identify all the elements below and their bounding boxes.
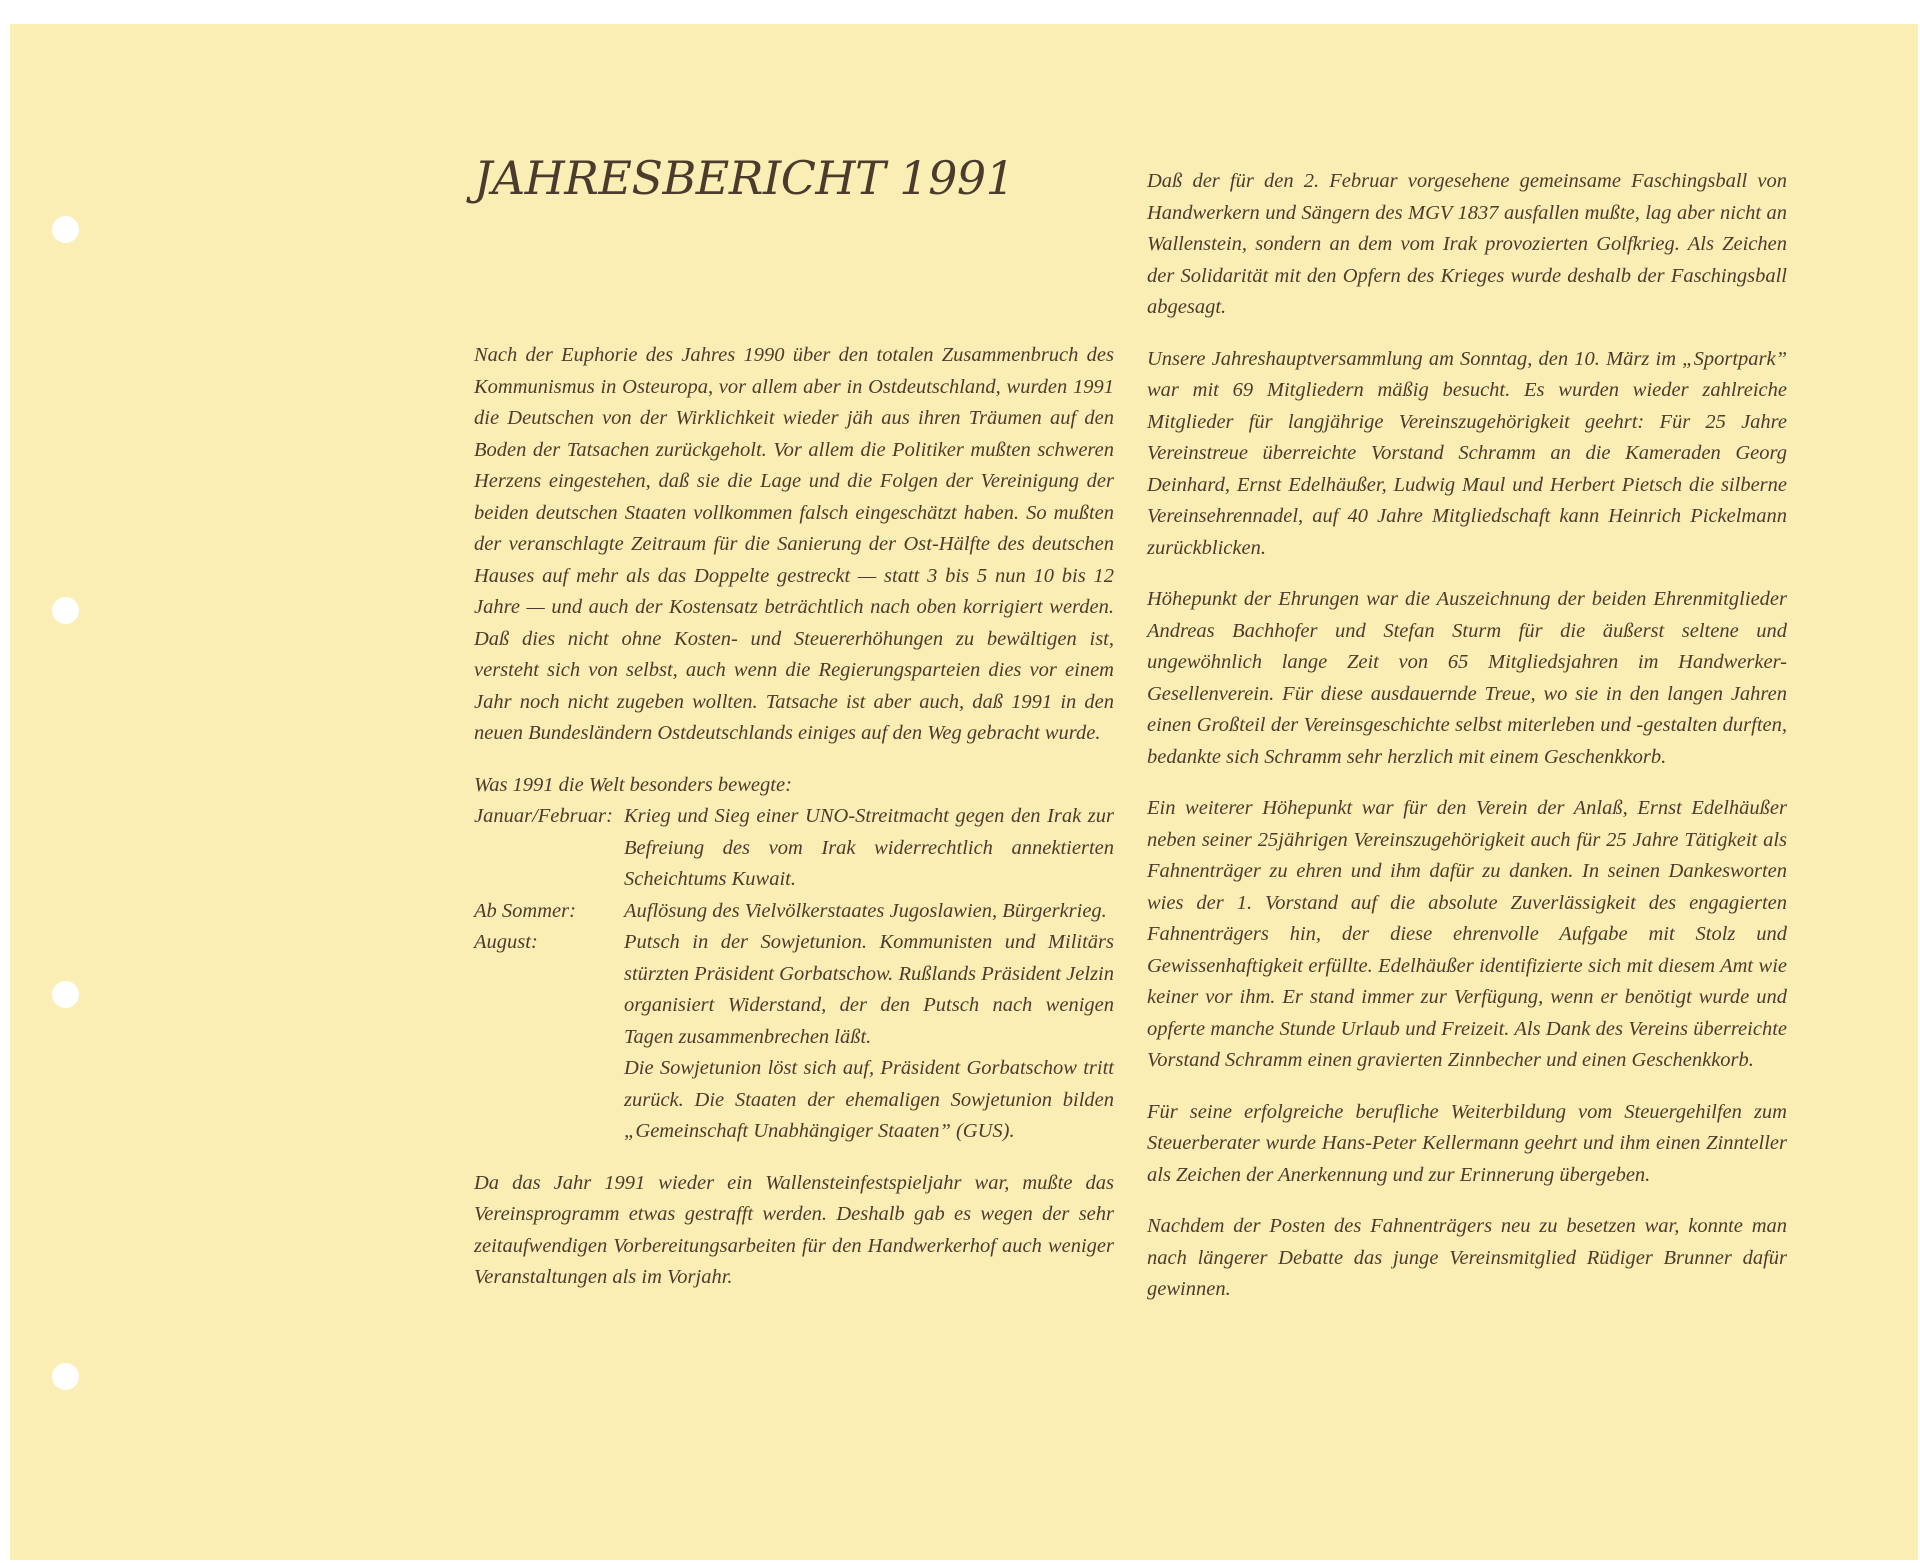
punch-hole-4 — [52, 1363, 79, 1390]
event-text: Auflösung des Vielvölkerstaates Jugoslawien, Bürgerkrieg. — [624, 899, 1107, 922]
paragraph-neuer-fahnentraeger: Nachdem der Posten des Fahnenträgers neu zu besetzen war, konnte man nach längerer Debatte das junge Vereinsmitglied Rüdiger Brunner dafür gewinnen. — [1147, 1215, 1787, 1300]
event-row — [474, 896, 1114, 928]
events-heading: Was 1991 die Welt besonders bewegte: — [474, 773, 792, 796]
event-continuation: Die Sowjetunion löst sich auf, Präsident Gorbatschow tritt zurück. Die Staaten der ehemaligen Sowjetunion bilden „Gemeinschaft Unabhängiger Staaten” (GUS). — [624, 1057, 1114, 1142]
event-row — [474, 801, 1114, 896]
right-column — [1147, 166, 1787, 1306]
event-date: Ab Sommer: — [474, 899, 576, 922]
paragraph-weiterbildung: Für seine erfolgreiche berufliche Weiterbildung vom Steuergehilfen zum Steuerberater wurde Hans-Peter Kellermann geehrt und ihm einen Zinnteller als Zeichen der Anerkennung und zur Erinnerung übergeben. — [1147, 1100, 1787, 1186]
paragraph-ehrenmitglieder: Höhepunkt der Ehrungen war die Auszeichnung der beiden Ehrenmitglieder Andreas Bachhofer und Stefan Sturm für die äußerst seltene und ungewöhnlich lange Zeit von 65 Mitgliedsjahren im Handwerker-Gesellenverein. Für diese ausdauernde Treue, wo sie in den langen Jahren einen Großteil der Vereinsgeschichte selbst miterleben und -gestalten durften, bedankte sich Schramm sehr herzlich mit einem Geschenkkorb. — [1147, 588, 1787, 768]
page-title: JAHRESBERICHT 1991 — [474, 151, 1015, 205]
punch-hole-3 — [52, 981, 79, 1008]
event-text: Krieg und Sieg einer UNO-Streitmacht gegen den Irak zur Befreiung des vom Irak widerrechtlich annektierten Scheichtums Kuwait. — [624, 805, 1114, 890]
events-list — [474, 801, 1114, 1148]
closing-paragraph: Da das Jahr 1991 wieder ein Wallensteinfestspieljahr war, mußte das Vereinsprogramm etwas gestrafft werden. Deshalb gab es wegen der sehr zeitaufwendigen Vorbereitungsarbeiten für den Handwerkerhof auch weniger Veranstaltungen als im Vorjahr. — [474, 1171, 1114, 1288]
paragraph-faschingsball: Daß der für den 2. Februar vorgesehene gemeinsame Faschingsball von Handwerkern und Sängern des MGV 1837 ausfallen mußte, lag aber nicht an Wallenstein, sondern an dem vom Irak provozierten Golfkrieg. Als Zeichen der Solidarität mit den Opfern des Krieges wurde deshalb der Faschingsball abgesagt. — [1147, 170, 1787, 318]
event-row — [474, 927, 1114, 1053]
punch-hole-2 — [52, 597, 79, 624]
event-text: Putsch in der Sowjetunion. Kommunisten und Militärs stürzten Präsident Gorbatschow. Rußlands Präsident Jelzin organisiert Widerstand, der den Putsch nach wenigen Tagen zusammenbrechen läßt. — [624, 931, 1114, 1048]
left-column — [474, 340, 1114, 1294]
paragraph-jahreshauptversammlung: Unsere Jahreshauptversammlung am Sonntag, den 10. März im „Sportpark” war mit 69 Mitgliedern mäßig besucht. Es wurden wieder zahlreiche Mitglieder für langjährige Vereinszugehörigkeit geehrt: Für 25 Jahre Vereinstreue überreichte Vorstand Schramm an die Kameraden Georg Deinhard, Ernst Edelhäußer, Ludwig Maul und Herbert Pietsch die silberne Vereinsehrennadel, auf 40 Jahre Mitgliedschaft kann Heinrich Pickelmann zurückblicken. — [1147, 347, 1787, 559]
event-date: August: — [474, 931, 538, 953]
event-date: Januar/Februar: — [474, 805, 613, 827]
punch-hole-1 — [52, 216, 79, 243]
intro-paragraph: Nach der Euphorie des Jahres 1990 über den totalen Zusammenbruch des Kommunismus in Osteuropa, vor allem aber in Ostdeutschland, wurden 1991 die Deutschen von der Wirklichkeit wieder jäh aus ihren Träumen auf den Boden der Tatsachen zurückgeholt. Vor allem die Politiker mußten schweren Herzens eingestehen, daß sie die Lage und die Folgen der Vereinigung der beiden deutschen Staaten vollkommen falsch eingeschätzt haben. So mußten der veranschlagte Zeitraum für die Sanierung der Ost-Hälfte des deutschen Hauses auf mehr als das Doppelte gestreckt — statt 3 bis 5 nun 10 bis 12 Jahre — und auch der Kostensatz beträchtlich nach oben korrigiert werden. Daß dies nicht ohne Kosten- und Steuererhöhungen zu bewältigen ist, versteht sich von selbst, auch wenn die Regierungsparteien dies vor einem Jahr noch nicht zugeben wollten. Tatsache ist aber auch, daß 1991 in den neuen Bundesländern Ostdeutschlands einiges auf den Weg gebracht wurde. — [474, 344, 1114, 744]
paragraph-fahnentraeger-ehrung: Ein weiterer Höhepunkt war für den Verein der Anlaß, Ernst Edelhäußer neben seiner 25jährigen Vereinszugehörigkeit auch für 25 Jahre Tätigkeit als Fahnenträger zu ehren und ihm dafür zu danken. In seinen Dankesworten wies der 1. Vorstand auf die absolute Zuverlässigkeit des engagierten Fahnenträgers hin, der diese ehrenvolle Aufgabe mit Stolz und Gewissenhaftigkeit erfüllte. Edelhäußer identifizierte sich mit diesem Amt wie keiner vor ihm. Er stand immer zur Verfügung, wenn er benötigt wurde und opferte manche Stunde Urlaub und Freizeit. Als Dank des Vereins überreichte Vorstand Schramm einen gravierten Zinnbecher und einen Geschenkkorb. — [1147, 797, 1787, 1071]
